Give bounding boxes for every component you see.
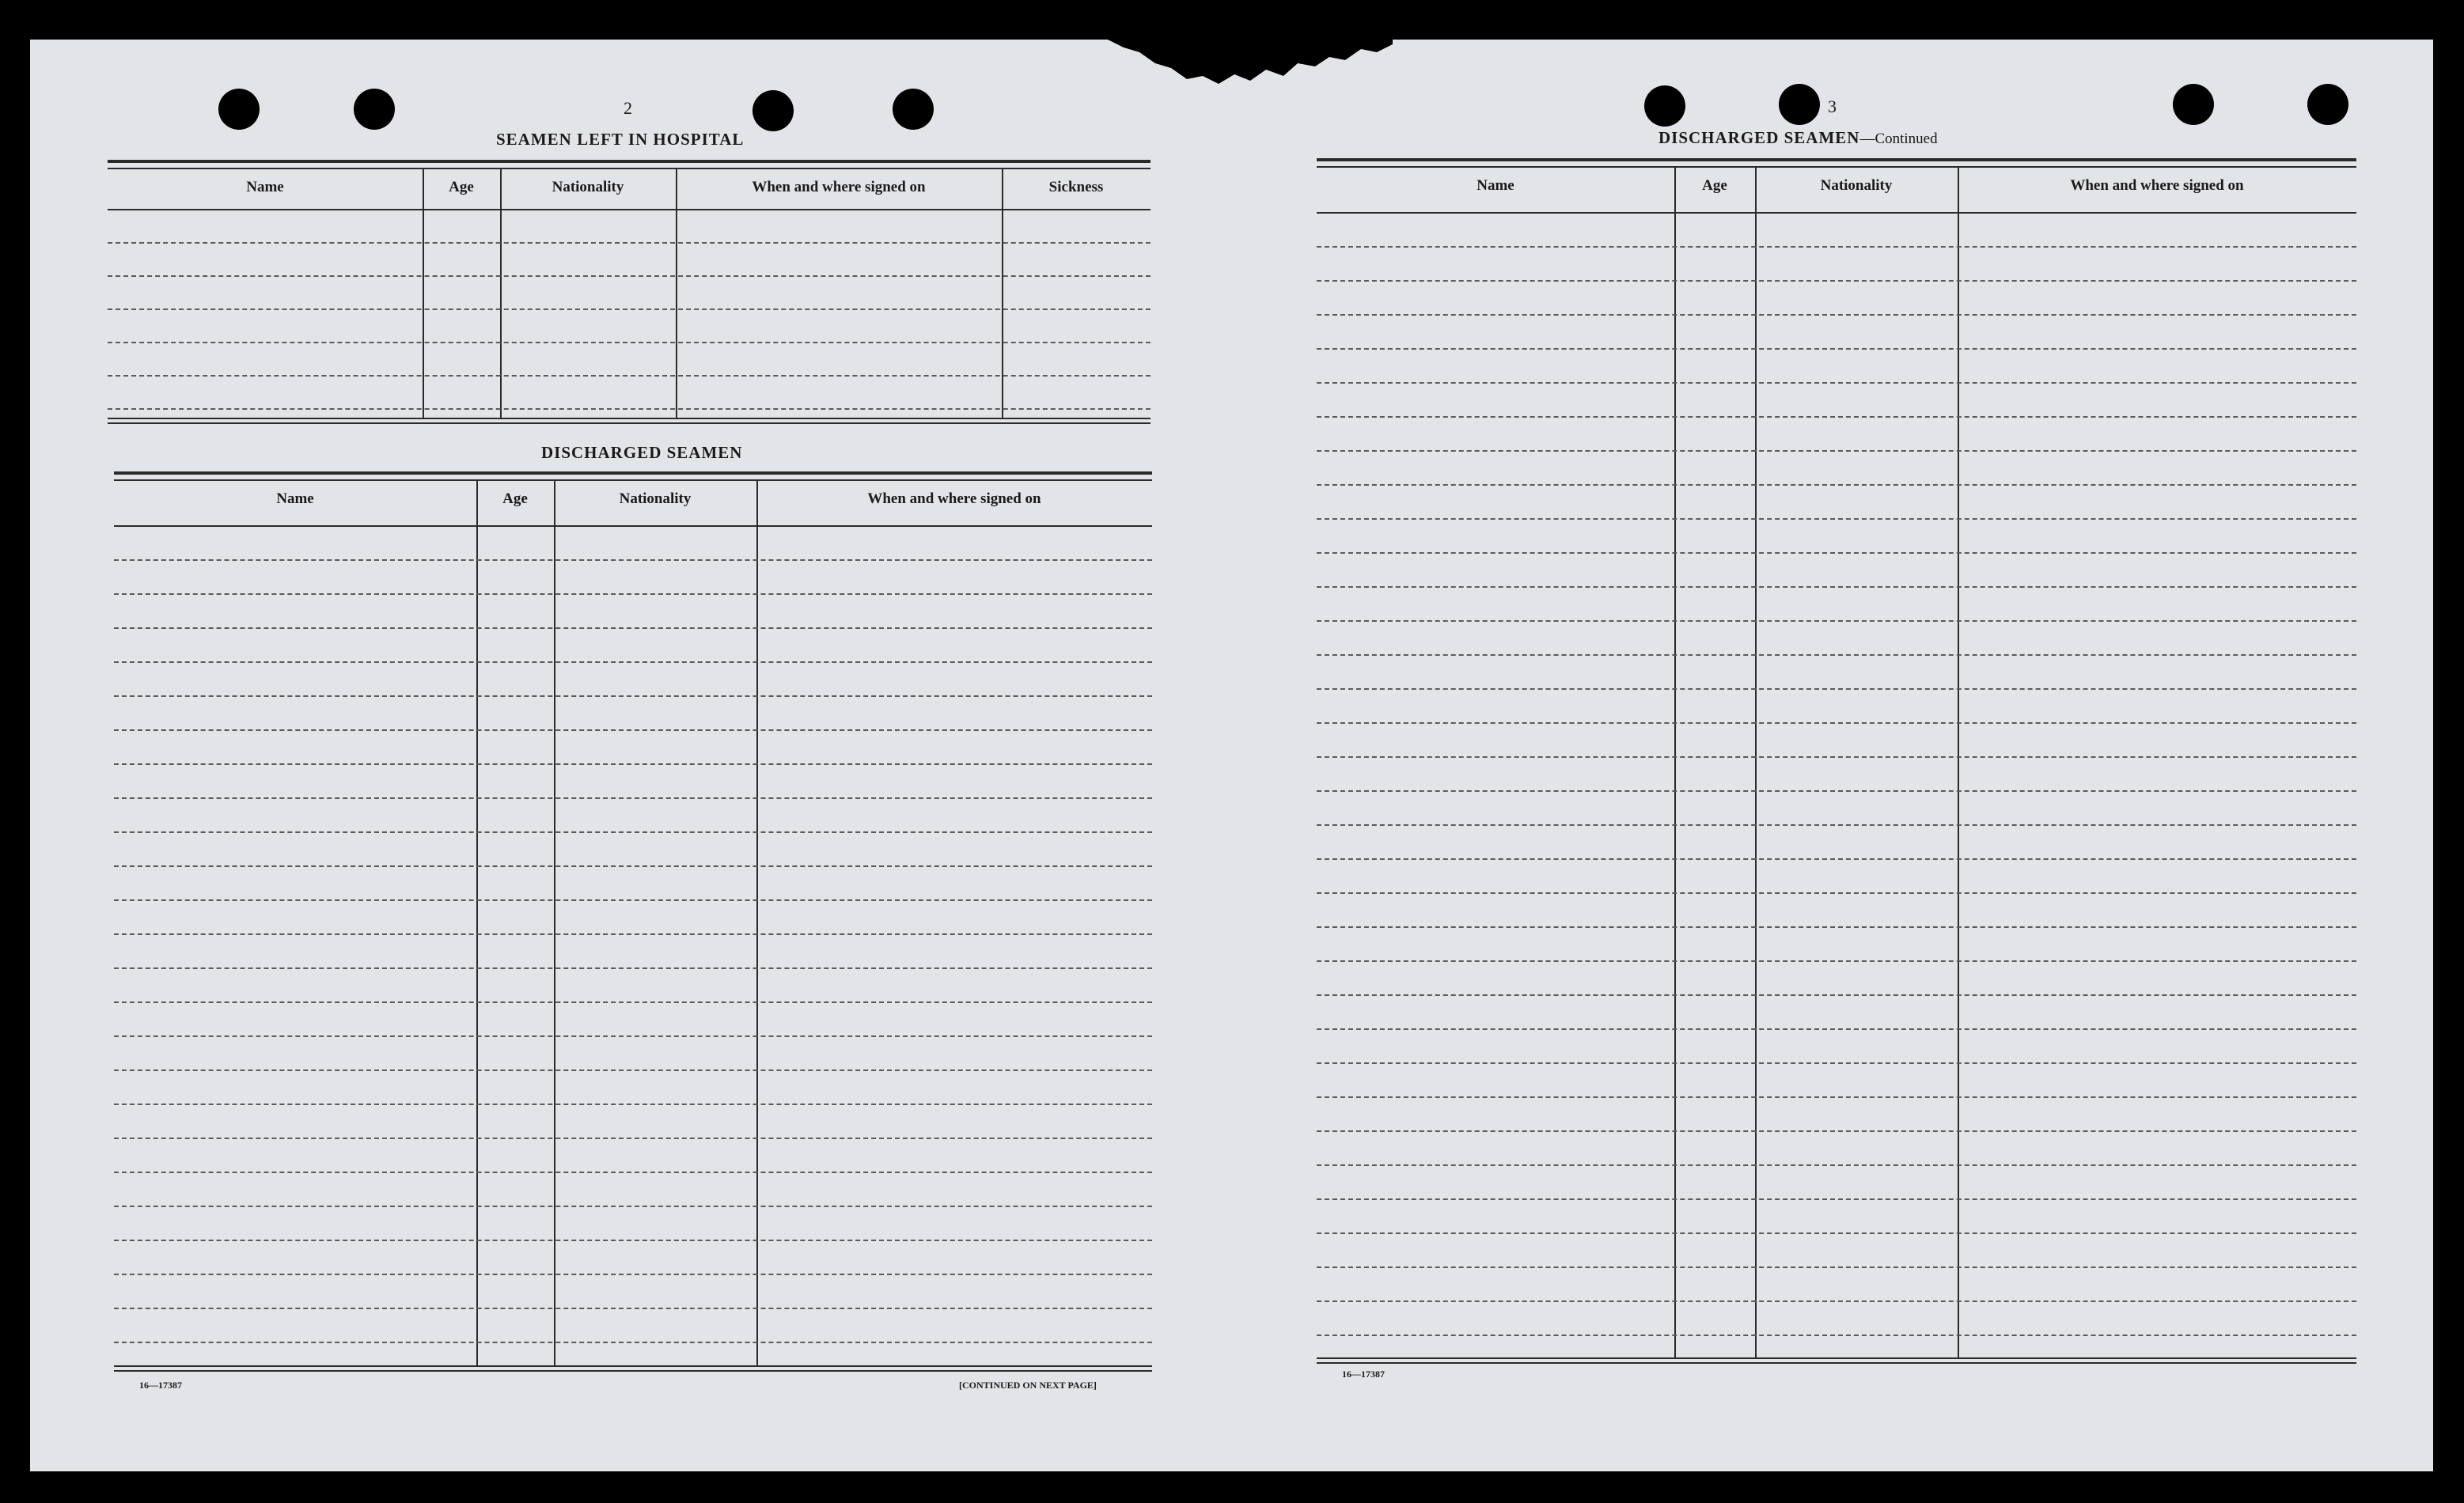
column-header: When and where signed on: [752, 179, 926, 195]
column-header: Name: [276, 490, 314, 507]
table-row[interactable]: [108, 342, 1150, 343]
section-title-discharged: DISCHARGED SEAMEN: [541, 443, 743, 462]
table-row[interactable]: [108, 242, 1150, 244]
column-divider: [756, 479, 758, 1365]
column-header: When and where signed on: [2070, 177, 2244, 194]
header-rule: [1317, 212, 2356, 214]
table-row[interactable]: [1317, 620, 2356, 622]
header-rule: [108, 209, 1150, 210]
column-header: Nationality: [619, 490, 692, 507]
column-header: Age: [1702, 177, 1727, 194]
page-gutter: [1225, 63, 1242, 1471]
table-row[interactable]: [114, 627, 1152, 629]
section-title-suffix: —Continued: [1859, 131, 1938, 147]
column-header: Age: [449, 179, 474, 195]
column-divider: [423, 168, 424, 418]
table-bottom-rule: [1317, 1362, 2356, 1364]
punch-hole: [2307, 84, 2348, 125]
table-row[interactable]: [1317, 1198, 2356, 1200]
table-row[interactable]: [1317, 450, 2356, 452]
table-row[interactable]: [114, 1104, 1152, 1105]
column-divider: [500, 168, 502, 418]
table-row[interactable]: [1317, 1266, 2356, 1268]
table-row[interactable]: [1317, 1096, 2356, 1098]
continued-note: [CONTINUED ON NEXT PAGE]: [959, 1380, 1097, 1391]
table-row[interactable]: [114, 1206, 1152, 1207]
table-row[interactable]: [108, 275, 1150, 277]
table-row[interactable]: [108, 375, 1150, 377]
table-row[interactable]: [114, 1172, 1152, 1173]
table-bottom-rule: [108, 418, 1150, 419]
table-row[interactable]: [1317, 824, 2356, 826]
column-divider: [1674, 166, 1676, 1357]
table-row[interactable]: [114, 967, 1152, 969]
table-row[interactable]: [114, 729, 1152, 731]
table-row[interactable]: [1317, 722, 2356, 724]
punch-hole: [1779, 84, 1820, 125]
column-divider: [476, 479, 478, 1365]
table-row[interactable]: [114, 1138, 1152, 1139]
table-row[interactable]: [114, 593, 1152, 595]
table-top-rule: [1317, 158, 2356, 161]
table-top-rule: [108, 160, 1150, 163]
punch-hole: [2173, 84, 2214, 125]
table-row[interactable]: [1317, 756, 2356, 758]
table-row[interactable]: [1317, 1300, 2356, 1302]
table-row[interactable]: [114, 1001, 1152, 1003]
column-header: When and where signed on: [867, 490, 1041, 507]
table-row[interactable]: [114, 1342, 1152, 1343]
table-row[interactable]: [114, 831, 1152, 833]
table-row[interactable]: [1317, 1130, 2356, 1132]
column-header: Nationality: [1820, 177, 1893, 194]
table-row[interactable]: [1317, 858, 2356, 860]
table-row[interactable]: [1317, 314, 2356, 316]
form-code: 16—17387: [139, 1380, 182, 1391]
table-top-rule: [114, 471, 1152, 475]
table-row[interactable]: [1317, 1028, 2356, 1030]
section-title-text: DISCHARGED SEAMEN: [1658, 128, 1860, 147]
column-header: Nationality: [552, 179, 624, 195]
table-row[interactable]: [108, 309, 1150, 310]
column-header: Sickness: [1048, 179, 1104, 195]
table-row[interactable]: [114, 1070, 1152, 1071]
punch-hole: [354, 89, 395, 130]
table-row[interactable]: [1317, 1062, 2356, 1064]
table-row[interactable]: [108, 408, 1150, 410]
table-row[interactable]: [1317, 994, 2356, 996]
table-row[interactable]: [1317, 654, 2356, 656]
table-row[interactable]: [1317, 246, 2356, 248]
table-row[interactable]: [1317, 688, 2356, 690]
column-divider: [1958, 166, 1959, 1357]
punch-hole: [218, 89, 260, 130]
column-header: Age: [502, 490, 528, 507]
table-row[interactable]: [1317, 382, 2356, 384]
column-divider: [1002, 168, 1003, 418]
table-row[interactable]: [1317, 1335, 2356, 1336]
table-row[interactable]: [1317, 892, 2356, 894]
table-row[interactable]: [114, 1035, 1152, 1037]
column-header: Name: [1477, 177, 1514, 194]
column-header: Name: [246, 179, 284, 195]
table-row[interactable]: [1317, 552, 2356, 554]
table-row[interactable]: [1317, 960, 2356, 962]
table-row[interactable]: [1317, 1232, 2356, 1234]
table-bottom-rule: [114, 1370, 1152, 1372]
punch-hole: [1644, 85, 1685, 127]
punch-hole: [893, 89, 934, 130]
table-row[interactable]: [114, 695, 1152, 697]
punch-hole: [752, 90, 794, 131]
table-row[interactable]: [114, 1274, 1152, 1275]
table-row[interactable]: [1317, 416, 2356, 418]
table-bottom-rule: [1317, 1357, 2356, 1359]
column-divider: [554, 479, 555, 1365]
table-row[interactable]: [114, 1240, 1152, 1241]
table-row[interactable]: [114, 899, 1152, 901]
section-title-discharged-continued: [1658, 128, 1938, 148]
table-bottom-rule: [114, 1365, 1152, 1367]
section-title-hospital: SEAMEN LEFT IN HOSPITAL: [496, 130, 745, 149]
table-row[interactable]: [114, 933, 1152, 935]
table-row[interactable]: [1317, 348, 2356, 350]
table-bottom-rule: [108, 422, 1150, 424]
table-row[interactable]: [1317, 926, 2356, 928]
table-row[interactable]: [1317, 518, 2356, 520]
left-page: [30, 40, 1241, 1471]
table-row[interactable]: [1317, 586, 2356, 588]
torn-edge: [1108, 28, 1393, 100]
table-row[interactable]: [1317, 484, 2356, 486]
right-page: [1234, 40, 2433, 1471]
table-row[interactable]: [114, 763, 1152, 765]
table-row[interactable]: [114, 797, 1152, 799]
table-row[interactable]: [1317, 280, 2356, 282]
page-number: 3: [1828, 97, 1837, 116]
table-row[interactable]: [114, 559, 1152, 561]
table-row[interactable]: [114, 865, 1152, 867]
header-rule: [114, 525, 1152, 527]
page-number: 2: [624, 98, 632, 118]
table-row[interactable]: [1317, 1164, 2356, 1166]
table-row[interactable]: [114, 661, 1152, 663]
column-divider: [676, 168, 677, 418]
form-code: 16—17387: [1342, 1369, 1385, 1380]
column-divider: [1755, 166, 1757, 1357]
table-row[interactable]: [114, 1308, 1152, 1309]
table-row[interactable]: [1317, 790, 2356, 792]
